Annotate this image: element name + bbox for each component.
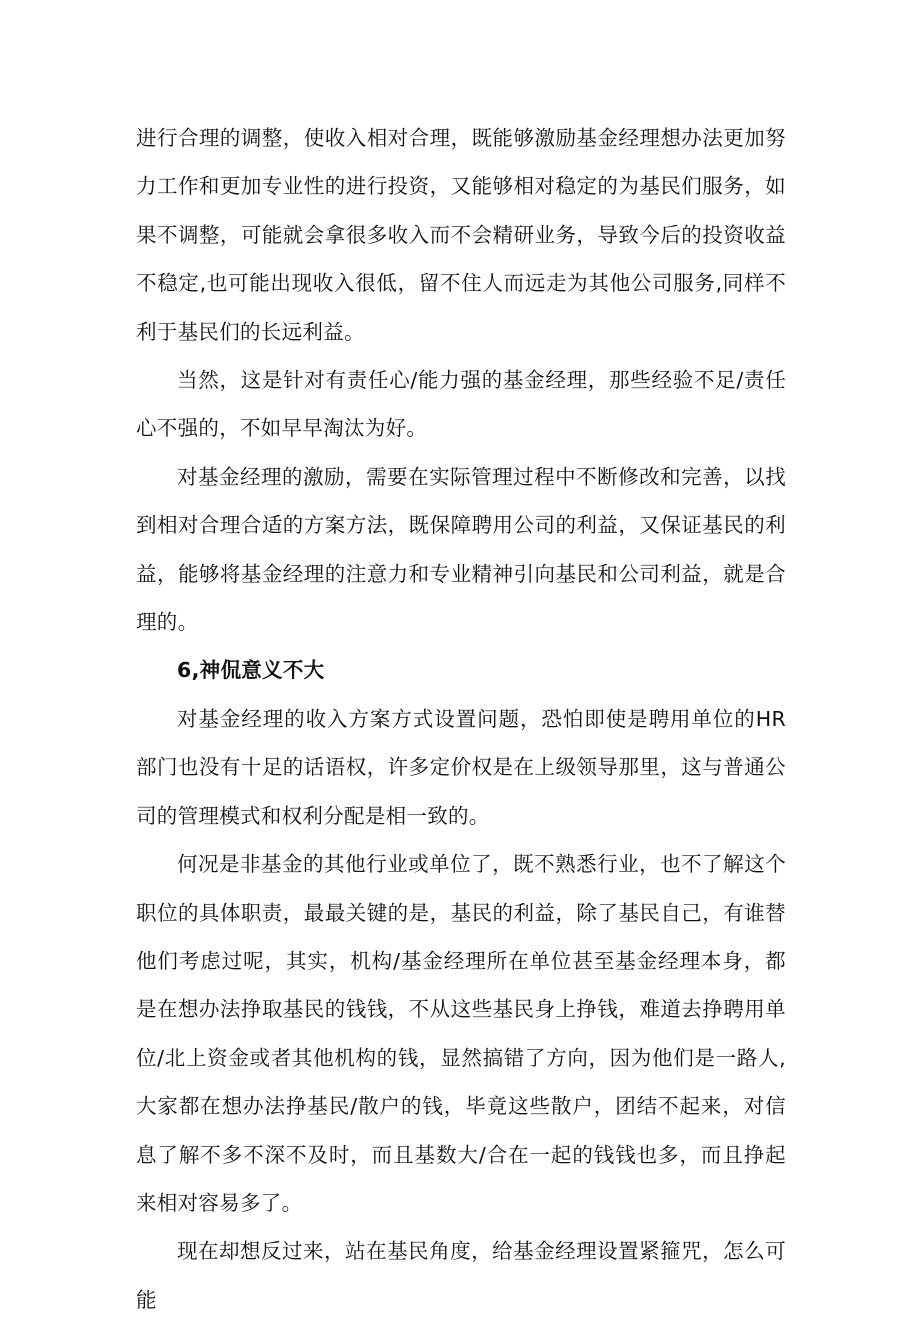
section-heading: 6,神侃意义不大: [177, 658, 325, 683]
paragraph-other-industries: 何况是非基金的其他行业或单位了，既不熟悉行业，也不了解这个职位的具体职责，最最关键的是，基民的利益，除了基民自己，有谁替他们考虑过呢，其实，机构/基金经理所在单位甚至基金经理本身，都是在想办法挣取基民的钱钱，不从这些基民身上挣钱，难道去挣聘用单位/北上资金或者其他机构的钱，显然搞错了方向，因为他们是一路人,大家都在想办法挣基民/散户的钱，毕竟这些散户，团结不起来，对信息了解不多不深不及时，而且基数大/合在一起的钱钱也多，而且挣起来相对容易多了。: [136, 852, 786, 1215]
paragraph-incentive: 对基金经理的激励，需要在实际管理过程中不断修改和完善，以找到相对合理合适的方案方法，既保障聘用公司的利益，又保证基民的利益，能够将基金经理的注意力和专业精神引向基民和公司利益，就是合理的。: [136, 464, 786, 635]
document-body: [136, 114, 786, 1324]
paragraph-responsibility: 当然，这是针对有责任心/能力强的基金经理，那些经验不足/责任心不强的，不如早早淘汰为好。: [136, 368, 786, 441]
paragraph-adjustment: 进行合理的调整，使收入相对合理，既能够激励基金经理想办法更加努力工作和更加专业性的进行投资，又能够相对稳定的为基民们服务，如果不调整，可能就会拿很多收入而不会精研业务，导致今后的投资收益不稳定,也可能出现收入很低，留不住人而远走为其他公司服务,同样不利于基民们的长远利益。: [136, 126, 786, 344]
paragraph-hr-authority: 对基金经理的收入方案方式设置问题，恐怕即使是聘用单位的HR部门也没有十足的话语权，许多定价权是在上级领导那里，这与普通公司的管理模式和权利分配是相一致的。: [136, 706, 786, 828]
paragraph-reverse-view: 现在却想反过来，站在基民角度，给基金经理设置紧箍咒，怎么可能: [136, 1239, 786, 1312]
